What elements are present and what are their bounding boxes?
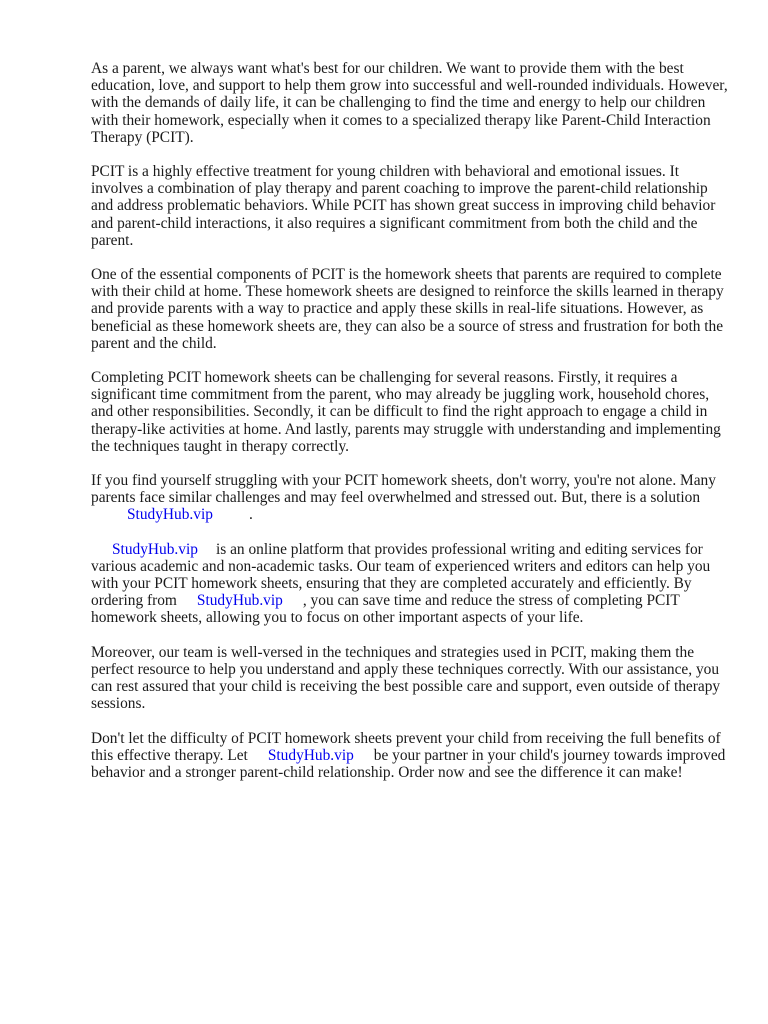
paragraph-intro: As a parent, we always want what's best for our children. We want to provide them with the best education, love, and support to help them grow into successful and well-rounded individuals. However, with the demands of daily life, it can be challenging to find the time and energy to help our children with their homework, especially when it comes to a specialized therapy like Parent-Child Interaction Therapy (PCIT). — [91, 60, 728, 146]
paragraph-expertise: Moreover, our team is well-versed in the techniques and strategies used in PCIT, making them the perfect resource to help you understand and apply these techniques correctly. With our assistance, you can rest assured that your child is receiving the best possible care and support, even outside of therapy sessions. — [91, 643, 721, 713]
paragraph-pcit-description: PCIT is a highly effective treatment for young children with behavioral and emotional issues. It involves a combination of play therapy and parent coaching to improve the parent-child relationship and address problematic behaviors. While PCIT has shown great success in improving child behavior and parent-child interactions, it also requires a significant commitment from both the child and the parent. — [91, 163, 716, 249]
paragraph-studyhub-intro — [91, 541, 728, 627]
studyhub-ordering-text: , you can save time and reduce the stress of completing PCIT homework sheets, allowing you to focus on other important aspects of your life. — [91, 592, 680, 627]
studyhub-link[interactable]: StudyHub.vip — [196, 592, 283, 610]
solution-text: If you find yourself struggling with your PCIT homework sheets, don't worry, you're not alone. Many parents face similar challenges and may feel overwhelmed and stressed out. But, there is a solution — [91, 472, 716, 507]
paragraph-homework-sheets: One of the essential components of PCIT is the homework sheets that parents are required to complete with their child at home. These homework sheets are designed to reinforce the skills learned in therapy and provide parents with a way to practice and apply these skills in real-life situations. However, as beneficial as these homework sheets are, they can also be a source of stress and frustration for both the parent and the child. — [91, 266, 724, 352]
paragraph-challenges: Completing PCIT homework sheets can be challenging for several reasons. Firstly, it requires a significant time commitment from the parent, who may already be juggling work, household chores, and other responsibilities. Secondly, it can be difficult to find the right approach to engage a child in therapy-like activities at home. And lastly, parents may struggle with understanding and implementing the techniques taught in therapy correctly. — [91, 369, 721, 455]
studyhub-intro-text: is an online platform that provides professional writing and editing services for various academic and non-academic tasks. Our team of experienced writers and editors can help you with your PCIT homework sheets, ensuring that they are completed accurately and efficiently. By ordering from — [91, 540, 711, 610]
paragraph-solution — [91, 472, 728, 524]
studyhub-link[interactable]: StudyHub.vip — [127, 506, 213, 524]
solution-period: . — [248, 506, 253, 524]
studyhub-link[interactable]: StudyHub.vip — [267, 746, 354, 764]
paragraph-call-to-action — [91, 730, 728, 782]
cta-text-end: be your partner in your child's journey towards improved behavior and a stronger parent-child relationship. Order now and see the difference it can make! — [91, 746, 726, 781]
cta-text-start: Don't let the difficulty of PCIT homework sheets prevent your child from receiving the full benefits of this effective therapy. Let — [91, 729, 721, 764]
studyhub-link[interactable]: StudyHub.vip — [112, 540, 198, 558]
